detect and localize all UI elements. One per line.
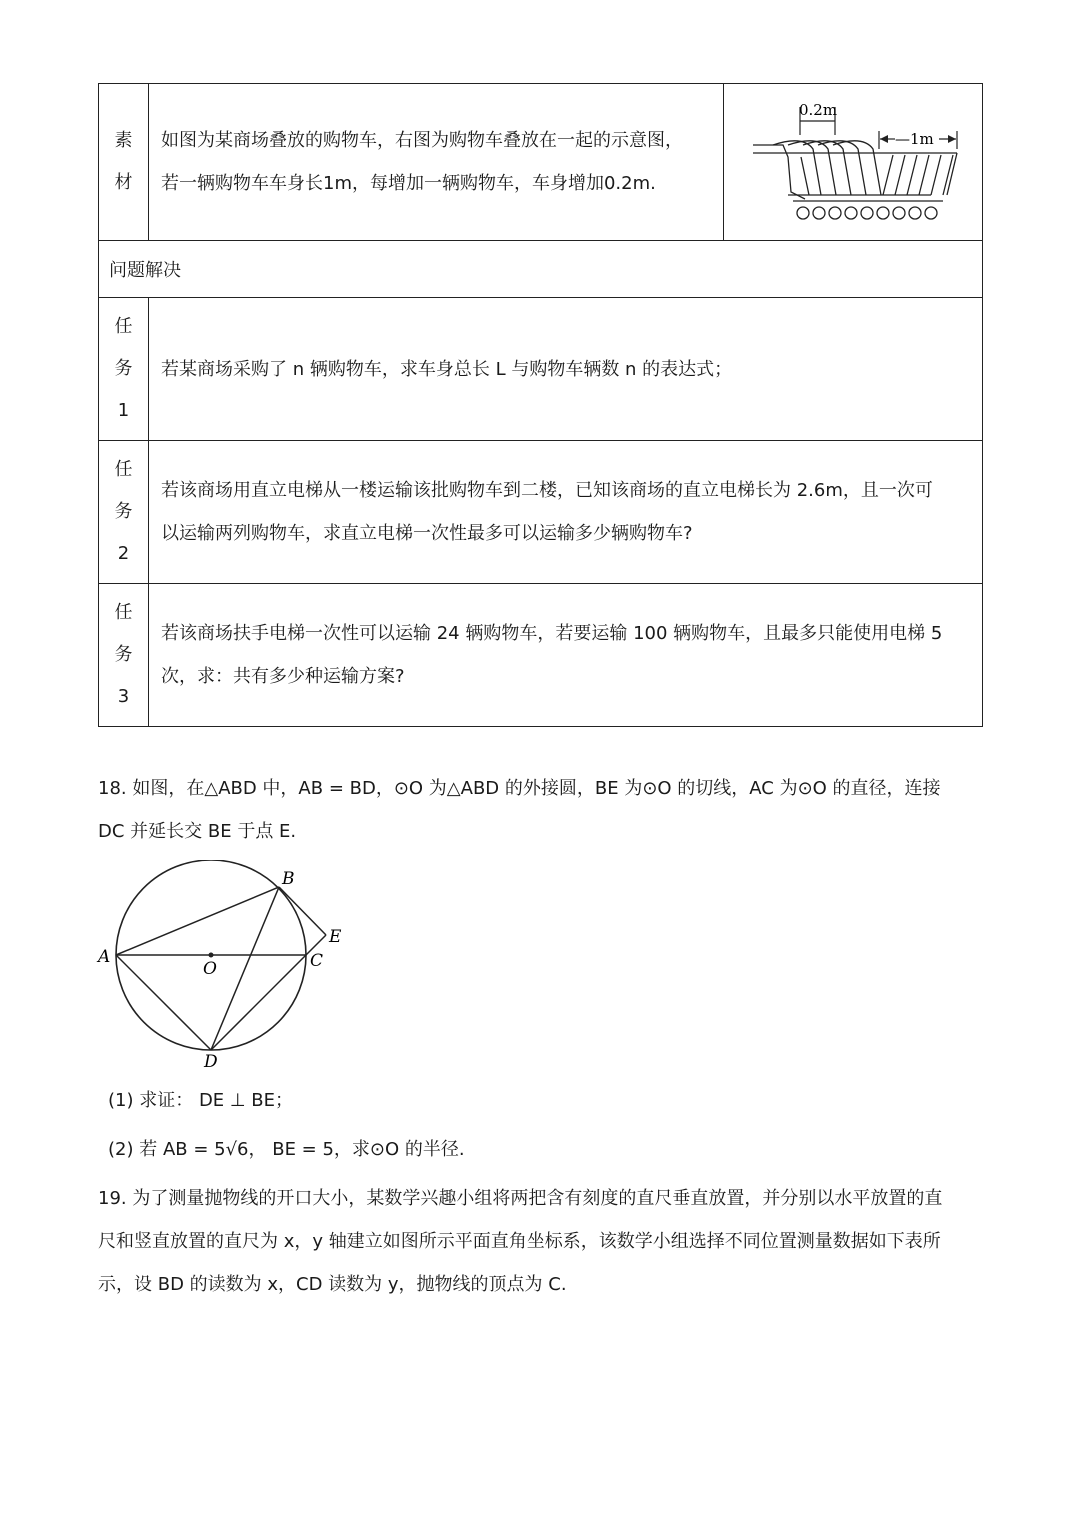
task-label-char: 任	[114, 316, 133, 337]
question-19-line: 尺和竖直放置的直尺为 x，y 轴建立如图所示平面直角坐标系，该数学小组选择不同位置测量数据如下表所	[98, 1231, 941, 1252]
task-line: 次，求：共有多少种运输方案?	[161, 666, 405, 687]
task-label-char: 2	[117, 543, 130, 564]
task-label-char: 任	[114, 459, 133, 480]
material-row	[99, 84, 983, 241]
question-19	[98, 1177, 988, 1306]
task-label-char: 3	[117, 686, 130, 707]
point-label-d: D	[204, 1052, 218, 1072]
dimension-label-top: 0.2m	[799, 101, 838, 119]
material-label-char: 材	[114, 172, 133, 193]
task-label-char: 任	[114, 602, 133, 623]
task-label-char: 1	[117, 400, 130, 421]
point-label-c: C	[310, 951, 324, 971]
task-label	[99, 441, 149, 584]
question-18-part-2: (2) 若 AB = 5√6， BE = 5，求⊙O 的半径.	[108, 1139, 465, 1160]
task-line: 以运输两列购物车，求直立电梯一次性最多可以运输多少辆购物车?	[161, 523, 693, 544]
material-label-char: 素	[114, 130, 133, 151]
task-row	[99, 584, 983, 727]
task-line: 若该商场扶手电梯一次性可以运输 24 辆购物车，若要运输 100 辆购物车，且最多只能使用电梯 5	[161, 623, 943, 644]
task-label-char: 务	[114, 644, 133, 665]
point-label-b: B	[282, 869, 295, 889]
point-label-e: E	[329, 927, 342, 947]
material-text	[149, 84, 724, 241]
section-header-row	[99, 241, 983, 298]
task-text	[149, 298, 983, 441]
task-row	[99, 441, 983, 584]
material-line: 若一辆购物车车身长1m，每增加一辆购物车，车身增加0.2m.	[161, 173, 656, 194]
task-row	[99, 298, 983, 441]
task-label	[99, 298, 149, 441]
question-19-line: 示，设 BD 的读数为 x，CD 读数为 y，抛物线的顶点为 C.	[98, 1274, 567, 1295]
task-label	[99, 584, 149, 727]
question-19-line: 19. 为了测量抛物线的开口大小，某数学兴趣小组将两把含有刻度的直尺垂直放置，并分别以水平放置的直	[98, 1188, 943, 1209]
cart-baskets	[753, 141, 957, 201]
task-text	[149, 584, 983, 727]
dimension-label-right: —1m	[895, 130, 934, 148]
cart-wheels	[797, 207, 937, 219]
task-line: 若该商场用直立电梯从一楼运输该批购物车到二楼，已知该商场的直立电梯长为 2.6m，且一次可	[161, 480, 933, 501]
cart-figure-cell	[724, 84, 983, 241]
task-label-char: 务	[114, 501, 133, 522]
task-line: 若某商场采购了 n 辆购物车，求车身总长 L 与购物车辆数 n 的表达式；	[161, 358, 733, 380]
material-line: 如图为某商场叠放的购物车，右图为购物车叠放在一起的示意图，	[161, 130, 683, 151]
question-18-part-1: (1) 求证： DE ⊥ BE；	[108, 1090, 294, 1111]
point-label-a: A	[98, 947, 111, 967]
question-18-line: 18. 如图，在△ABD 中，AB = BD，⊙O 为△ABD 的外接圆，BE 为⊙O 的切线，AC 为⊙O 的直径，连接	[98, 778, 941, 799]
section-header: 问题解决	[99, 241, 983, 298]
point-label-o: O	[203, 959, 217, 979]
problem-table	[98, 83, 983, 727]
cart-stack-figure	[743, 97, 963, 227]
material-label	[99, 84, 149, 241]
task-label-char: 务	[114, 358, 133, 379]
task-text	[149, 441, 983, 584]
circle-figure	[96, 860, 356, 1075]
question-18-line: DC 并延长交 BE 于点 E.	[98, 821, 297, 842]
question-18	[98, 767, 988, 853]
